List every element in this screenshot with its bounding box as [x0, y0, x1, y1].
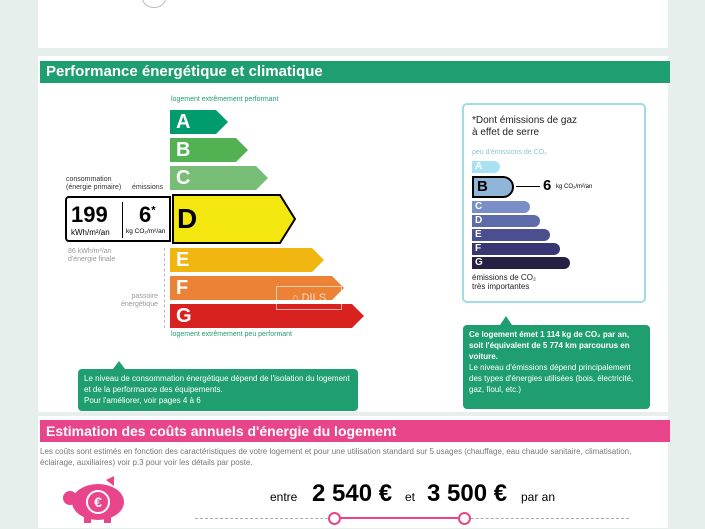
ges-top-label: peu d'émissions de CO₂: [472, 149, 547, 156]
ges-title: *Dont émissions de gaz à effet de serre: [472, 115, 578, 138]
passoire-bracket: [164, 248, 169, 328]
ges-arrow: [516, 186, 540, 187]
ges-bar-c: C: [472, 201, 530, 213]
emissions-label: émissions: [132, 184, 164, 191]
costs-high: 3 500 €: [427, 480, 508, 507]
consumption-unit: kWh/m²/an: [71, 228, 110, 237]
consumption-value: 199: [71, 202, 108, 227]
dpe-bottom-label: logement extrêmement peu performant: [171, 331, 293, 338]
top-card: [38, 0, 668, 48]
watermark: ⌂ DILS: [276, 286, 342, 310]
costs-low: 2 540 €: [312, 480, 393, 507]
ges-bar-g: G: [472, 257, 570, 269]
ges-note: [463, 325, 650, 409]
piggy-bank-euro-icon: [62, 474, 132, 524]
costs-title: Estimation des coûts annuels d'énergie du logement: [40, 420, 670, 442]
passoire-label: passoire énergétique: [121, 293, 158, 308]
ges-bar-b-current: B: [472, 176, 514, 198]
cost-range-bar: [340, 517, 458, 519]
emissions-value: 6*: [139, 202, 156, 227]
performance-title: Performance énergétique et climatique: [40, 61, 670, 83]
costs-per-year: par an: [521, 490, 556, 504]
dpe-bar-d-current: D: [172, 194, 296, 244]
dpe-bar-e: E: [170, 248, 324, 272]
dpe-bar-c: C: [170, 166, 268, 190]
perf-note-pointer: [113, 361, 125, 369]
seal-icon: [142, 0, 166, 8]
ges-bottom-label: émissions de CO₂ très importantes: [472, 273, 537, 291]
dpe-top-label: logement extrêmement performant: [171, 96, 279, 103]
ges-note-bold: Ce logement émet 1 114 kg de CO₂ par an, soit l'équivalent de 5 774 km parcourus en voiture.: [469, 330, 630, 361]
costs-and: et: [405, 490, 416, 504]
svg-text:€: €: [94, 494, 102, 510]
costs-description: Les coûts sont estimés en fonction des caractéristiques de votre logement et pour une utilisation standard sur 5 usages (chauffage, eau chaude sanitaire, climatisation, éclairage, auxiliaires) voir p.3 pour voir les détails par poste.: [40, 447, 632, 467]
dpe-bar-b: B: [170, 138, 248, 162]
divider: [122, 202, 123, 238]
ges-note-text: Le niveau d'émissions dépend principalement des types d'énergies utilisées (bois, électricité, gaz, fioul, etc.): [469, 363, 634, 394]
dpe-bar-g: G: [170, 304, 364, 328]
ges-note-pointer: [500, 316, 512, 325]
watermark-icon: ⌂: [291, 292, 302, 304]
ges-bar-e: E: [472, 229, 550, 241]
ges-unit: kg CO₂/m²/an: [556, 184, 593, 190]
consumption-box: [65, 196, 171, 242]
ges-bar-a: A: [472, 161, 500, 173]
perf-note: Le niveau de consommation énergétique dépend de l'isolation du logement et de la performance des équipements. Pour l'améliorer, voir pages 4 à 6: [78, 369, 358, 411]
costs-between: entre: [270, 490, 298, 504]
final-energy-label: 86 kWh/m²/an d'énergie finale: [68, 248, 116, 263]
ges-bar-f: F: [472, 243, 560, 255]
ges-bar-d: D: [472, 215, 540, 227]
dpe-bar-f: F: [170, 276, 344, 300]
cost-range-high-marker: [458, 512, 471, 525]
consumption-label: consommation (énergie primaire): [66, 176, 122, 191]
dpe-bar-a: A: [170, 110, 228, 134]
emissions-unit: kg CO₂/m²/an: [126, 228, 166, 235]
ges-value: 6: [543, 177, 552, 194]
